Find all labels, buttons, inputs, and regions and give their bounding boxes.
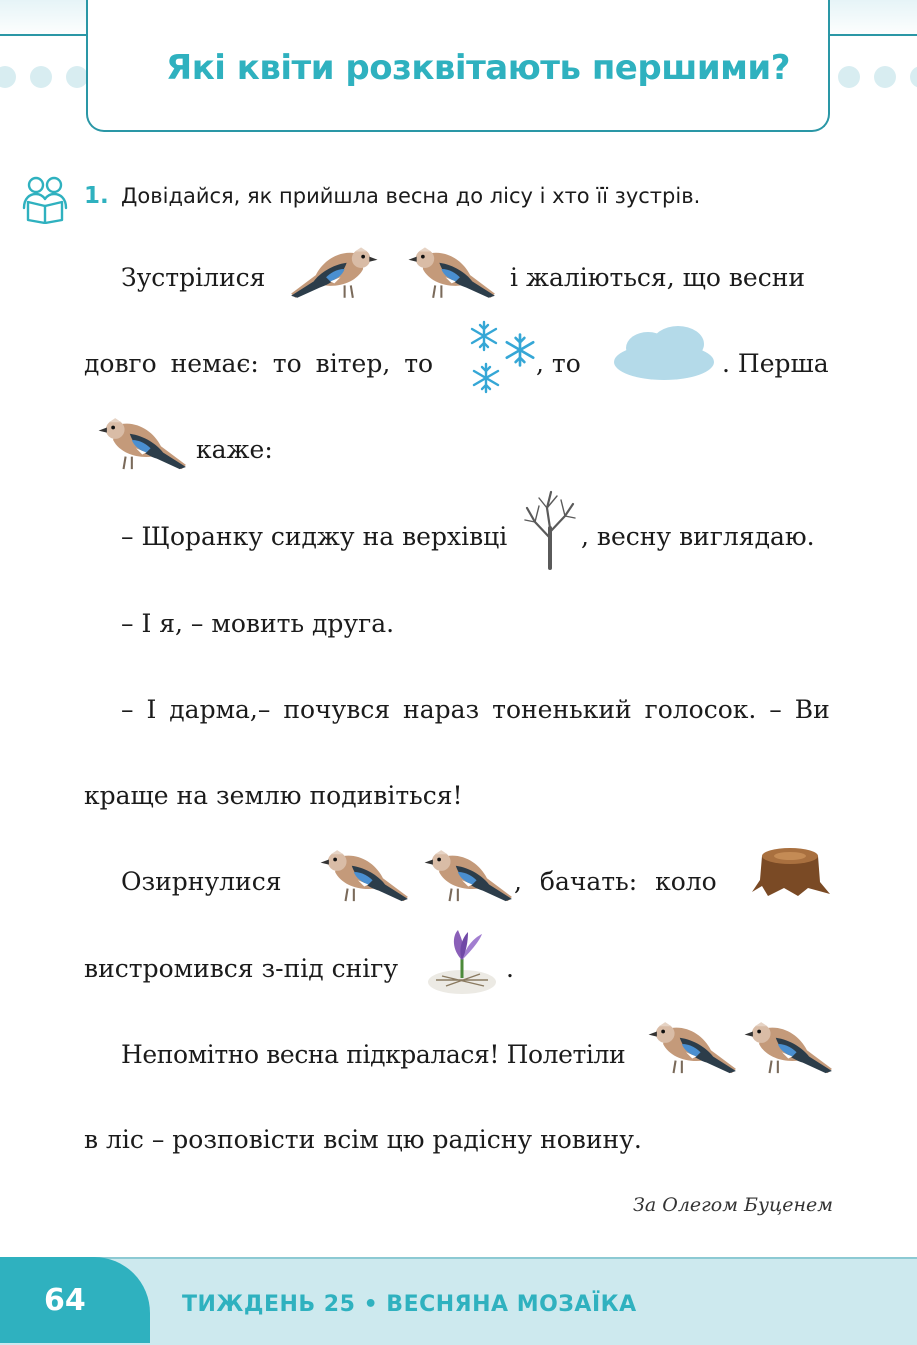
story-line-1b: і жаліються, що весни xyxy=(510,263,806,292)
header-line-right xyxy=(830,34,917,36)
footer-section-title: ТИЖДЕНЬ 25 • ВЕСНЯНА МОЗАЇКА xyxy=(182,1292,637,1317)
two-readers-book-icon xyxy=(20,174,70,224)
story-line-10: Непомітно весна підкралася! Полетіли xyxy=(121,1040,626,1069)
story-line-5: – І я, – мовить друга. xyxy=(121,609,395,638)
jay-bird-picture xyxy=(634,1008,738,1082)
bare-tree-picture xyxy=(521,488,579,570)
jay-bird-picture xyxy=(306,836,410,910)
jay-bird-picture xyxy=(288,234,393,306)
header-dots-left xyxy=(0,66,88,88)
task-instruction: Довідайся, як прийшла весна до лісу і хто її зустрів. xyxy=(121,184,701,208)
story-line-2c: . Перша xyxy=(722,349,829,378)
story-line-8b: , бачать: коло xyxy=(514,867,717,896)
task-number: 1. xyxy=(84,183,109,209)
story-line-6: – І дарма,– почувся нараз тоненький голосок. – Ви xyxy=(121,695,830,724)
story-line-11: в ліс – розповісти всім цю радісну новину. xyxy=(84,1125,642,1154)
cloud-picture xyxy=(608,318,720,390)
jay-bird-picture xyxy=(410,836,514,910)
story-line-9b: . xyxy=(506,954,514,983)
tree-stump-picture xyxy=(748,842,832,900)
jay-bird-picture xyxy=(730,1008,834,1082)
story-line-7: краще на землю подивіться! xyxy=(84,781,463,810)
story-line-2b: , то xyxy=(536,349,581,378)
story-line-4a: – Щоранку сиджу на верхівці xyxy=(121,522,508,551)
story-line-1a: Зустрілися xyxy=(121,263,266,292)
story-line-3: каже: xyxy=(196,435,273,464)
jay-bird-picture xyxy=(84,404,188,478)
crocus-flower-picture xyxy=(422,920,502,1000)
story-author: За Олегом Буценем xyxy=(633,1194,833,1216)
story-line-4b: , весну виглядаю. xyxy=(581,522,815,551)
story-line-2a: довго немає: то вітер, то xyxy=(84,349,434,378)
story-line-9a: вистромився з-під снігу xyxy=(84,954,399,983)
title-box xyxy=(86,0,830,132)
jay-bird-picture xyxy=(393,234,498,306)
page-title: Які квіти розквітають першими? xyxy=(166,48,790,88)
header-dots-right xyxy=(838,66,917,88)
snowflakes-picture xyxy=(464,318,542,398)
page-number: 64 xyxy=(44,1283,86,1318)
story-line-8a: Озирнулися xyxy=(121,867,282,896)
header-line-left xyxy=(0,34,86,36)
